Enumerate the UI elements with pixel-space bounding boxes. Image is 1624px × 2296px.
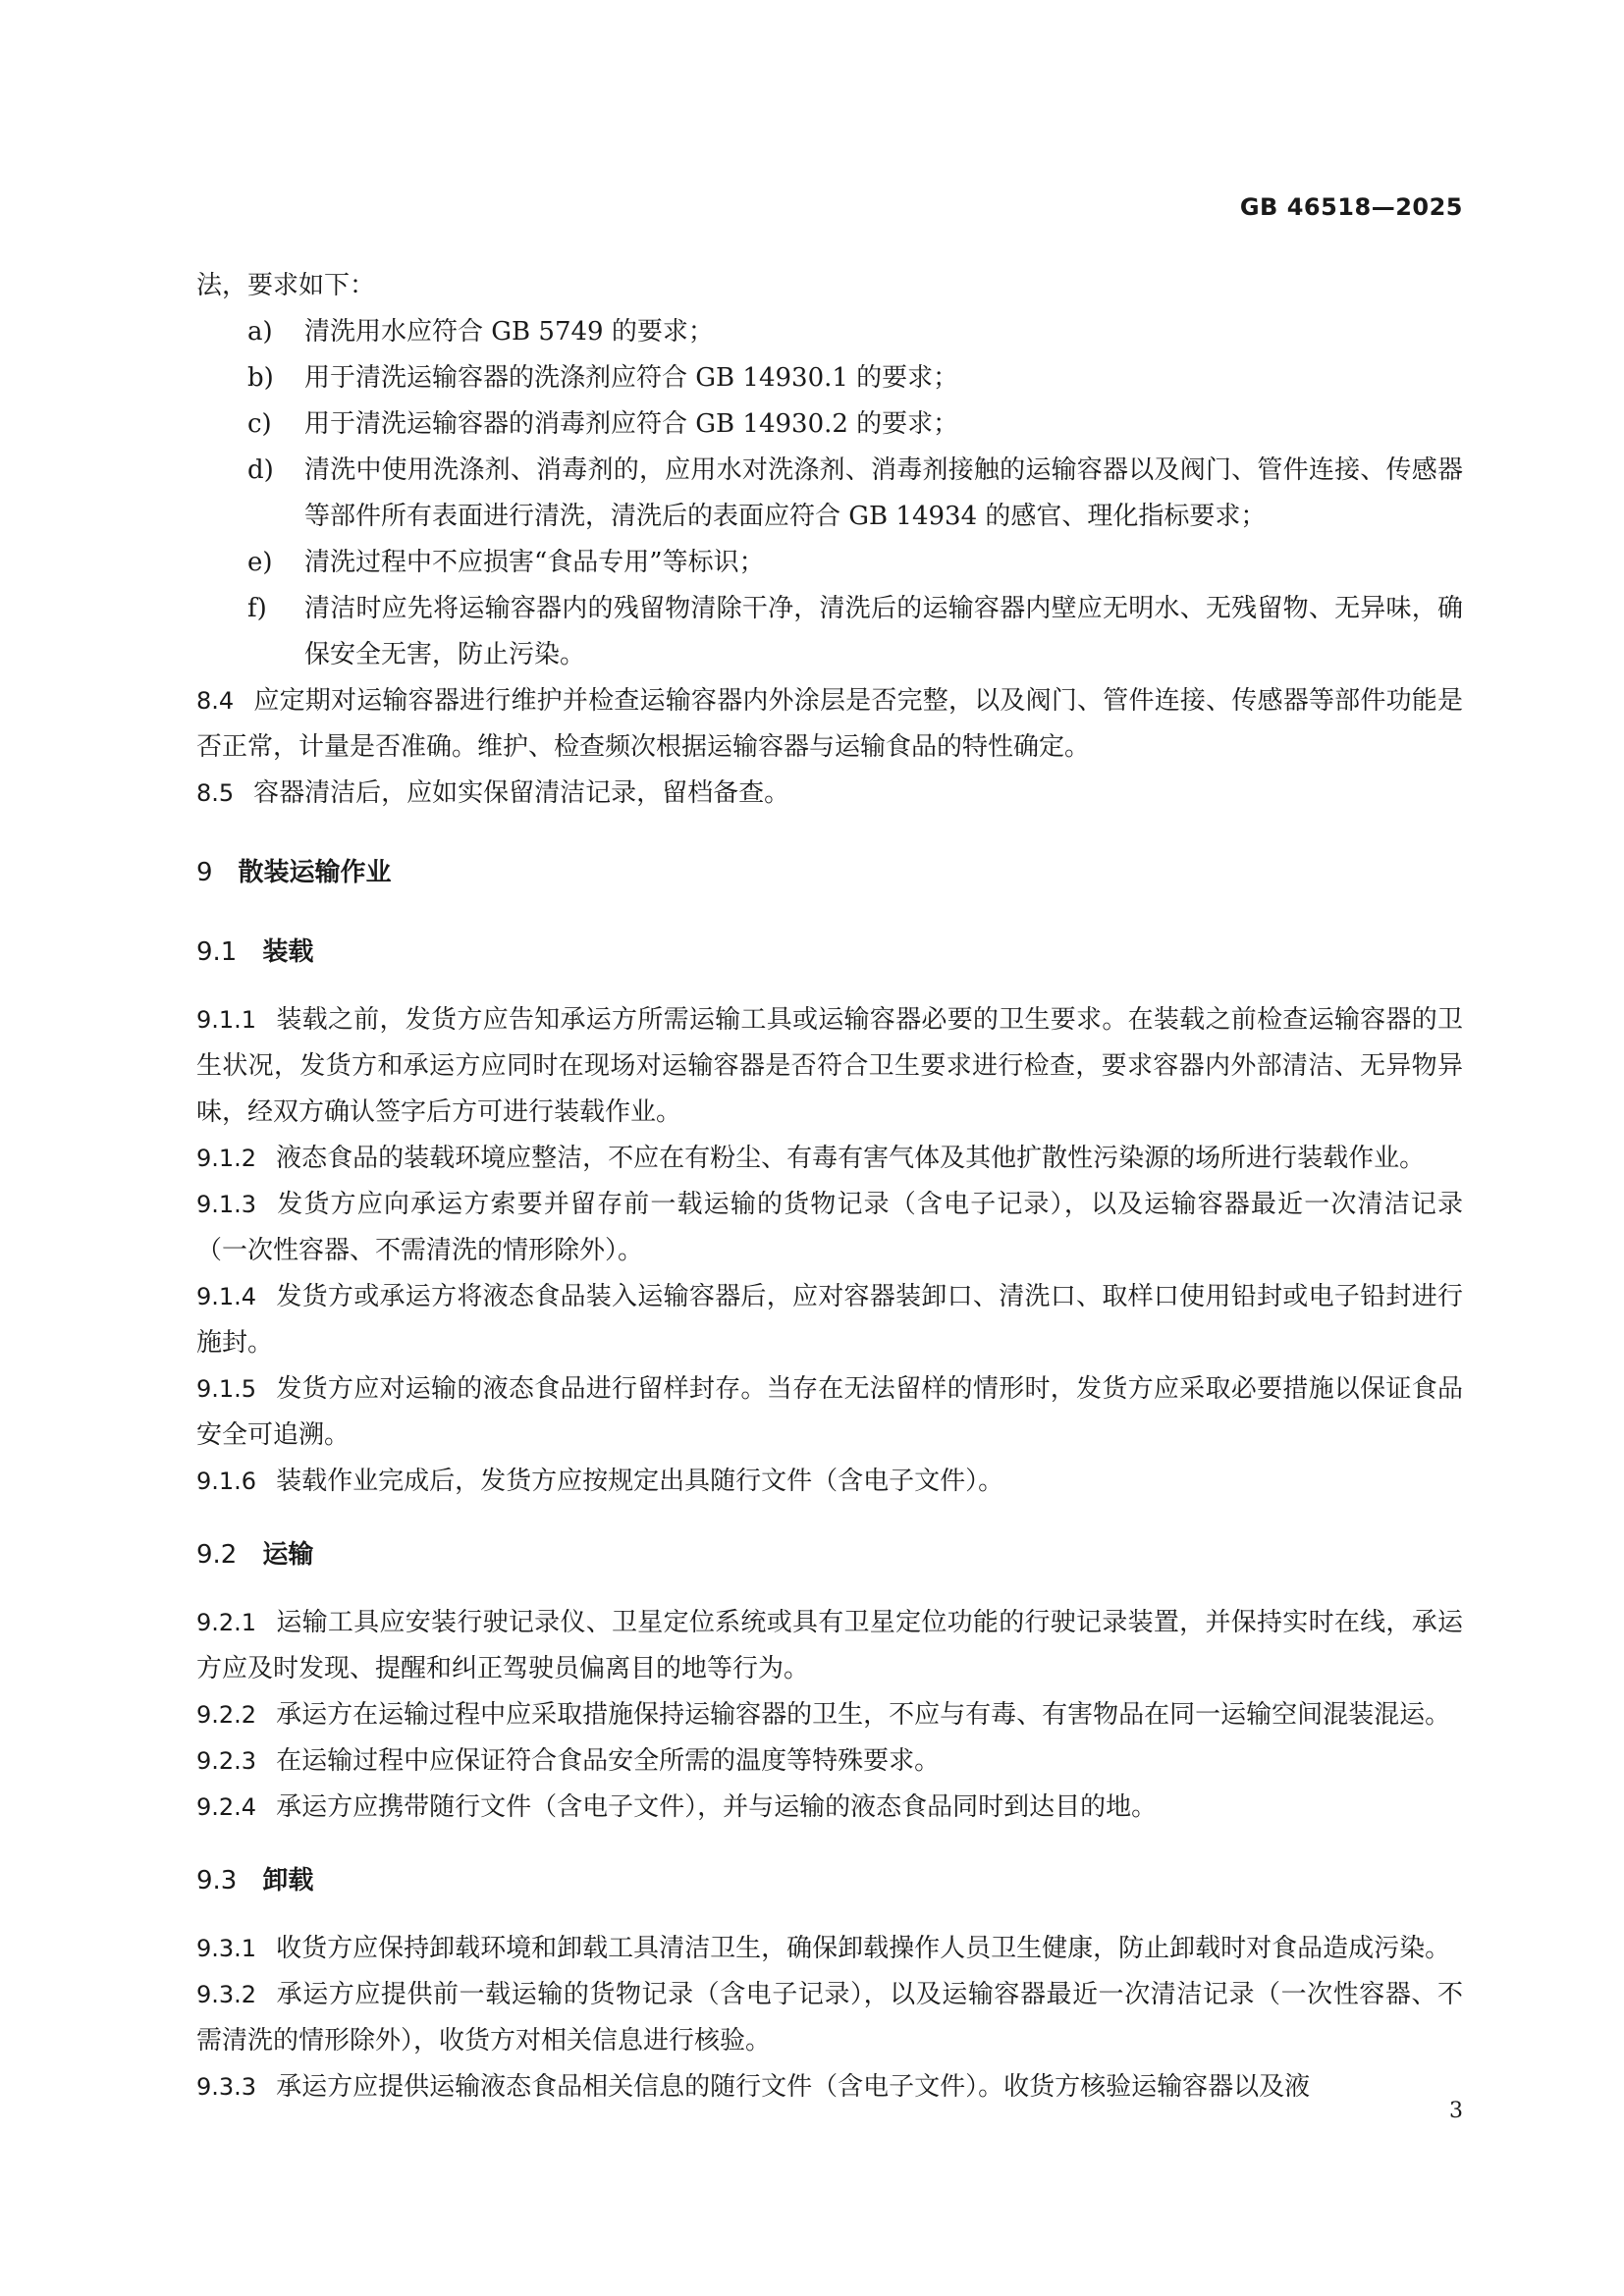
list-item bbox=[196, 586, 1463, 678]
clause-9-1-5 bbox=[196, 1366, 1463, 1459]
clause-9-1-3 bbox=[196, 1182, 1463, 1274]
section-number: 9.1 bbox=[196, 937, 238, 967]
clause-text: 收货方应保持卸载环境和卸载工具清洁卫生，确保卸载操作人员卫生健康，防止卸载时对食品造成污染。 bbox=[276, 1934, 1451, 1963]
section-heading-9-2 bbox=[196, 1532, 1463, 1578]
clause-number: 9.2.1 bbox=[196, 1609, 257, 1636]
clause-number: 9.1.4 bbox=[196, 1283, 257, 1310]
section-title: 卸载 bbox=[262, 1866, 314, 1896]
clause-text: 承运方在运输过程中应采取措施保持运输容器的卫生，不应与有毒、有害物品在同一运输空间混装混运。 bbox=[276, 1700, 1451, 1730]
clause-8-5 bbox=[196, 771, 1463, 817]
section-number: 9 bbox=[196, 858, 213, 887]
clause-text: 应定期对运输容器进行维护并检查运输容器内外涂层是否完整，以及阀门、管件连接、传感器等部件功能是否正常，计量是否准确。维护、检查频次根据运输容器与运输食品的特性确定。 bbox=[196, 686, 1463, 762]
list-item-text: 用于清洗运输容器的消毒剂应符合 GB 14930.2 的要求； bbox=[304, 409, 959, 439]
list-item bbox=[196, 401, 1463, 448]
section-heading-9-3 bbox=[196, 1858, 1463, 1904]
clause-9-2-4 bbox=[196, 1785, 1463, 1831]
list-item bbox=[196, 355, 1463, 401]
clause-9-3-1 bbox=[196, 1926, 1463, 1972]
list-item-text: 用于清洗运输容器的洗涤剂应符合 GB 14930.1 的要求； bbox=[304, 363, 959, 393]
clause-number: 9.2.3 bbox=[196, 1747, 257, 1775]
clause-text: 在运输过程中应保证符合食品安全所需的温度等特殊要求。 bbox=[276, 1746, 941, 1776]
section-title: 装载 bbox=[262, 937, 314, 967]
clause-text: 发货方应对运输的液态食品进行留样封存。当存在无法留样的情形时，发货方应采取必要措施以保证食品安全可追溯。 bbox=[196, 1374, 1463, 1450]
list-item-text: 清洗中使用洗涤剂、消毒剂的，应用水对洗涤剂、消毒剂接触的运输容器以及阀门、管件连接、传感器等部件所有表面进行清洗，清洗后的表面应符合 GB 14934 的感官、理化指标要求； bbox=[304, 455, 1463, 531]
list-item bbox=[196, 309, 1463, 355]
clause-8-4 bbox=[196, 678, 1463, 771]
clause-number: 9.3.3 bbox=[196, 2073, 257, 2101]
clause-9-2-3 bbox=[196, 1738, 1463, 1785]
standard-code: GB 46518—2025 bbox=[1239, 193, 1463, 221]
clause-number: 8.4 bbox=[196, 687, 235, 715]
list-item bbox=[196, 540, 1463, 586]
clause-number: 9.2.4 bbox=[196, 1793, 257, 1821]
list-item-text: 清洗用水应符合 GB 5749 的要求； bbox=[304, 317, 714, 347]
clause-9-3-3 bbox=[196, 2064, 1463, 2110]
clause-number: 9.1.1 bbox=[196, 1006, 257, 1034]
clause-number: 9.1.3 bbox=[196, 1191, 257, 1218]
section-heading-9-1 bbox=[196, 930, 1463, 976]
list-marker: f) bbox=[247, 594, 267, 623]
list-item-text: 清洁时应先将运输容器内的残留物清除干净，清洗后的运输容器内壁应无明水、无残留物、无异味，确保安全无害，防止污染。 bbox=[304, 594, 1463, 669]
clause-text: 液态食品的装载环境应整洁，不应在有粉尘、有毒有害气体及其他扩散性污染源的场所进行装载作业。 bbox=[276, 1144, 1426, 1173]
clause-9-2-1 bbox=[196, 1600, 1463, 1692]
list-marker: c) bbox=[247, 409, 272, 439]
clause-number: 9.3.1 bbox=[196, 1935, 257, 1962]
clause-number: 9.1.6 bbox=[196, 1468, 257, 1495]
list-item bbox=[196, 448, 1463, 540]
clause-text: 容器清洁后，应如实保留清洁记录，留档备查。 bbox=[253, 778, 790, 808]
clause-number: 9.1.2 bbox=[196, 1145, 257, 1172]
clause-number: 9.2.2 bbox=[196, 1701, 257, 1729]
section-heading-9 bbox=[196, 850, 1463, 896]
clause-9-2-2 bbox=[196, 1692, 1463, 1738]
clause-number: 9.1.5 bbox=[196, 1375, 257, 1403]
list-marker: b) bbox=[247, 363, 274, 393]
clause-9-1-6 bbox=[196, 1459, 1463, 1505]
section-number: 9.3 bbox=[196, 1866, 238, 1896]
clause-9-1-4 bbox=[196, 1274, 1463, 1366]
clause-text: 装载之前，发货方应告知承运方所需运输工具或运输容器必要的卫生要求。在装载之前检查运输容器的卫生状况，发货方和承运方应同时在现场对运输容器是否符合卫生要求进行检查，要求容器内外部清洁、无异物异味，经双方确认签字后方可进行装载作业。 bbox=[196, 1005, 1463, 1127]
list-item-text: 清洗过程中不应损害“食品专用”等标识； bbox=[304, 548, 765, 577]
clause-text: 承运方应提供前一载运输的货物记录（含电子记录），以及运输容器最近一次清洁记录（一次性容器、不需清洗的情形除外），收货方对相关信息进行核验。 bbox=[196, 1980, 1463, 2056]
list-marker: a) bbox=[247, 317, 273, 347]
clause-9-1-1 bbox=[196, 997, 1463, 1136]
section-title: 运输 bbox=[262, 1540, 314, 1570]
clause-text: 运输工具应安装行驶记录仪、卫星定位系统或具有卫星定位功能的行驶记录装置，并保持实时在线，承运方应及时发现、提醒和纠正驾驶员偏离目的地等行为。 bbox=[196, 1608, 1463, 1683]
page-number: 3 bbox=[1449, 2099, 1463, 2123]
clause-text: 装载作业完成后，发货方应按规定出具随行文件（含电子文件）。 bbox=[276, 1467, 1004, 1496]
list-marker: d) bbox=[247, 455, 274, 485]
intro-line: 法，要求如下： bbox=[196, 271, 376, 300]
document-body bbox=[196, 263, 1463, 2110]
clause-number: 8.5 bbox=[196, 779, 235, 807]
clause-text: 发货方或承运方将液态食品装入运输容器后，应对容器装卸口、清洗口、取样口使用铅封或电子铅封进行施封。 bbox=[196, 1282, 1463, 1358]
clause-text: 承运方应提供运输液态食品相关信息的随行文件（含电子文件）。收货方核验运输容器以及液 bbox=[276, 2072, 1311, 2102]
clause-text: 发货方应向承运方索要并留存前一载运输的货物记录（含电子记录），以及运输容器最近一次清洁记录（一次性容器、不需清洗的情形除外）。 bbox=[196, 1190, 1463, 1265]
clause-number: 9.3.2 bbox=[196, 1981, 257, 2008]
list-marker: e) bbox=[247, 548, 273, 577]
clause-text: 承运方应携带随行文件（含电子文件），并与运输的液态食品同时到达目的地。 bbox=[276, 1792, 1158, 1822]
section-title: 散装运输作业 bbox=[238, 858, 392, 887]
requirements-list bbox=[196, 309, 1463, 678]
section-number: 9.2 bbox=[196, 1540, 238, 1570]
clause-9-3-2 bbox=[196, 1972, 1463, 2064]
clause-9-1-2 bbox=[196, 1136, 1463, 1182]
